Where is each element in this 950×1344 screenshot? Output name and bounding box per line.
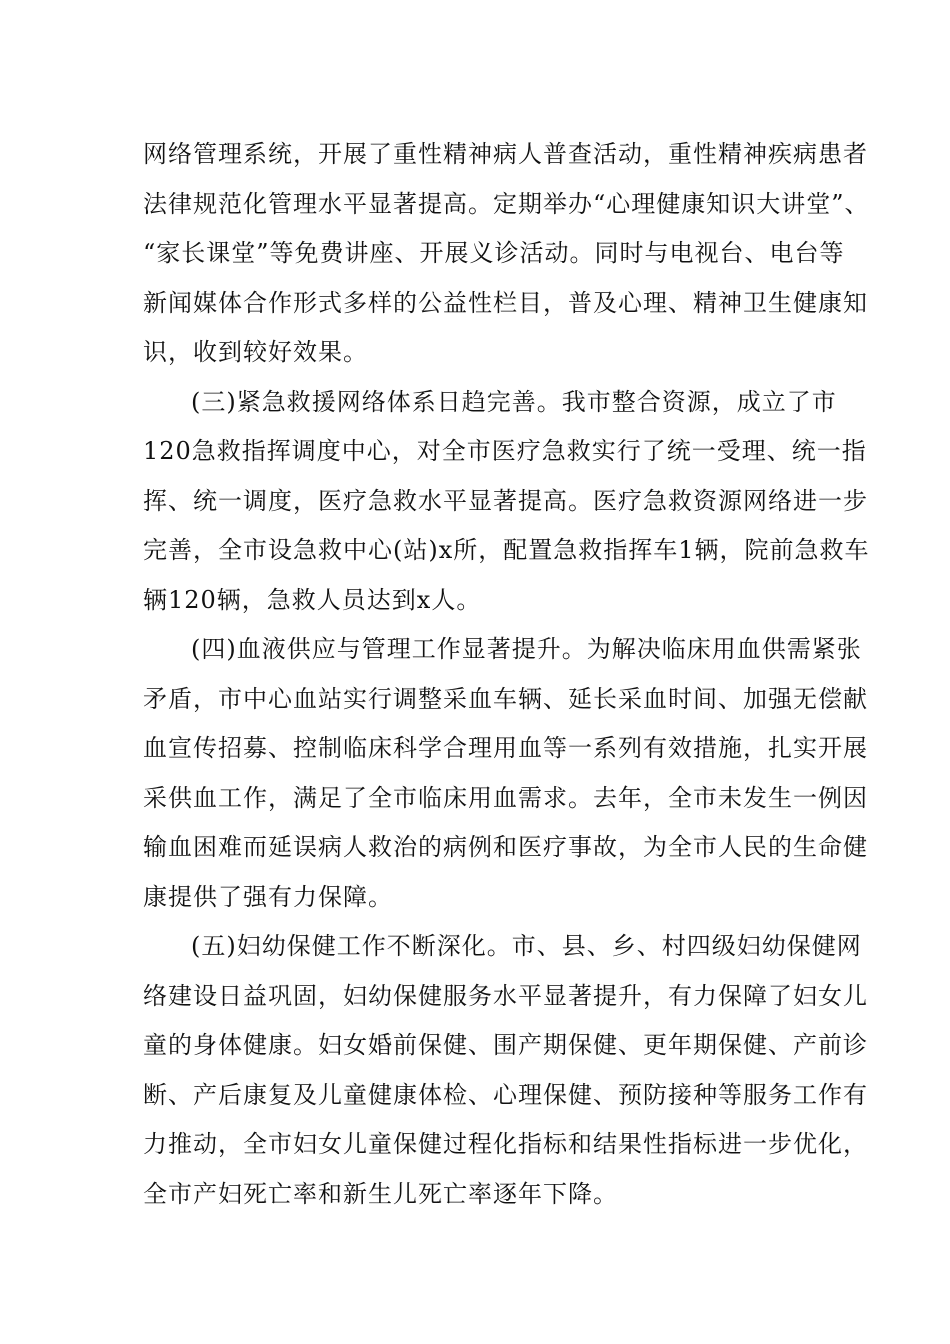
- text-line: 挥、统一调度，医疗急救水平显著提高。医疗急救资源网络进一步: [143, 486, 868, 515]
- text-line: 全市产妇死亡率和新生儿死亡率逐年下降。: [143, 1179, 618, 1208]
- text-line: 力推动，全市妇女儿童保健过程化指标和结果性指标进一步优化，: [143, 1130, 868, 1158]
- text-line: (三)紧急救援网络体系日趋完善。我市整合资源，成立了市: [191, 387, 837, 416]
- text-line: 法律规范化管理水平显著提高。定期举办“心理健康知识大讲堂”、: [143, 189, 870, 218]
- text-line: 输血困难而延误病人救治的病例和医疗事故，为全市人民的生命健: [143, 833, 868, 861]
- text-line: (五)妇幼保健工作不断深化。市、县、乡、村四级妇幼保健网: [191, 932, 862, 960]
- text-line: 完善，全市设急救中心(站)x所，配置急救指挥车1辆，院前急救车: [143, 536, 870, 564]
- text-line: 断、产后康复及儿童健康体检、心理保健、预防接种等服务工作有: [143, 1080, 868, 1109]
- text-line: 康提供了强有力保障。: [143, 882, 393, 911]
- text-line: 血宣传招募、控制临床科学合理用血等一系列有效措施，扎实开展: [143, 734, 868, 762]
- paragraph-mental-health-continued: [143, 130, 870, 378]
- paragraph-maternal-child-health: [143, 922, 868, 1219]
- text-line: 络建设日益巩固，妇幼保健服务水平显著提升，有力保障了妇女儿: [143, 981, 868, 1010]
- text-line: 网络管理系统，开展了重性精神病人普查活动，重性精神疾病患者: [143, 140, 868, 168]
- text-line: 童的身体健康。妇女婚前保健、围产期保健、更年期保健、产前诊: [143, 1031, 868, 1059]
- text-line: 120急救指挥调度中心，对全市医疗急救实行了统一受理、统一指: [143, 437, 867, 465]
- text-line: 新闻媒体合作形式多样的公益性栏目，普及心理、精神卫生健康知: [143, 288, 868, 317]
- paragraph-blood-supply: [143, 625, 868, 922]
- text-line: 辆120辆，急救人员达到x人。: [143, 585, 482, 614]
- text-line: 矛盾，市中心血站实行调整采血车辆、延长采血时间、加强无偿献: [143, 684, 868, 713]
- text-line: 识，收到较好效果。: [143, 338, 368, 366]
- text-line: (四)血液供应与管理工作显著提升。为解决临床用血供需紧张: [191, 635, 862, 663]
- paragraph-emergency-rescue: [143, 378, 870, 626]
- text-line: “家长课堂”等免费讲座、开展义诊活动。同时与电视台、电台等: [143, 239, 845, 267]
- document-body: [143, 130, 870, 1219]
- text-line: 采供血工作，满足了全市临床用血需求。去年，全市未发生一例因: [143, 783, 868, 812]
